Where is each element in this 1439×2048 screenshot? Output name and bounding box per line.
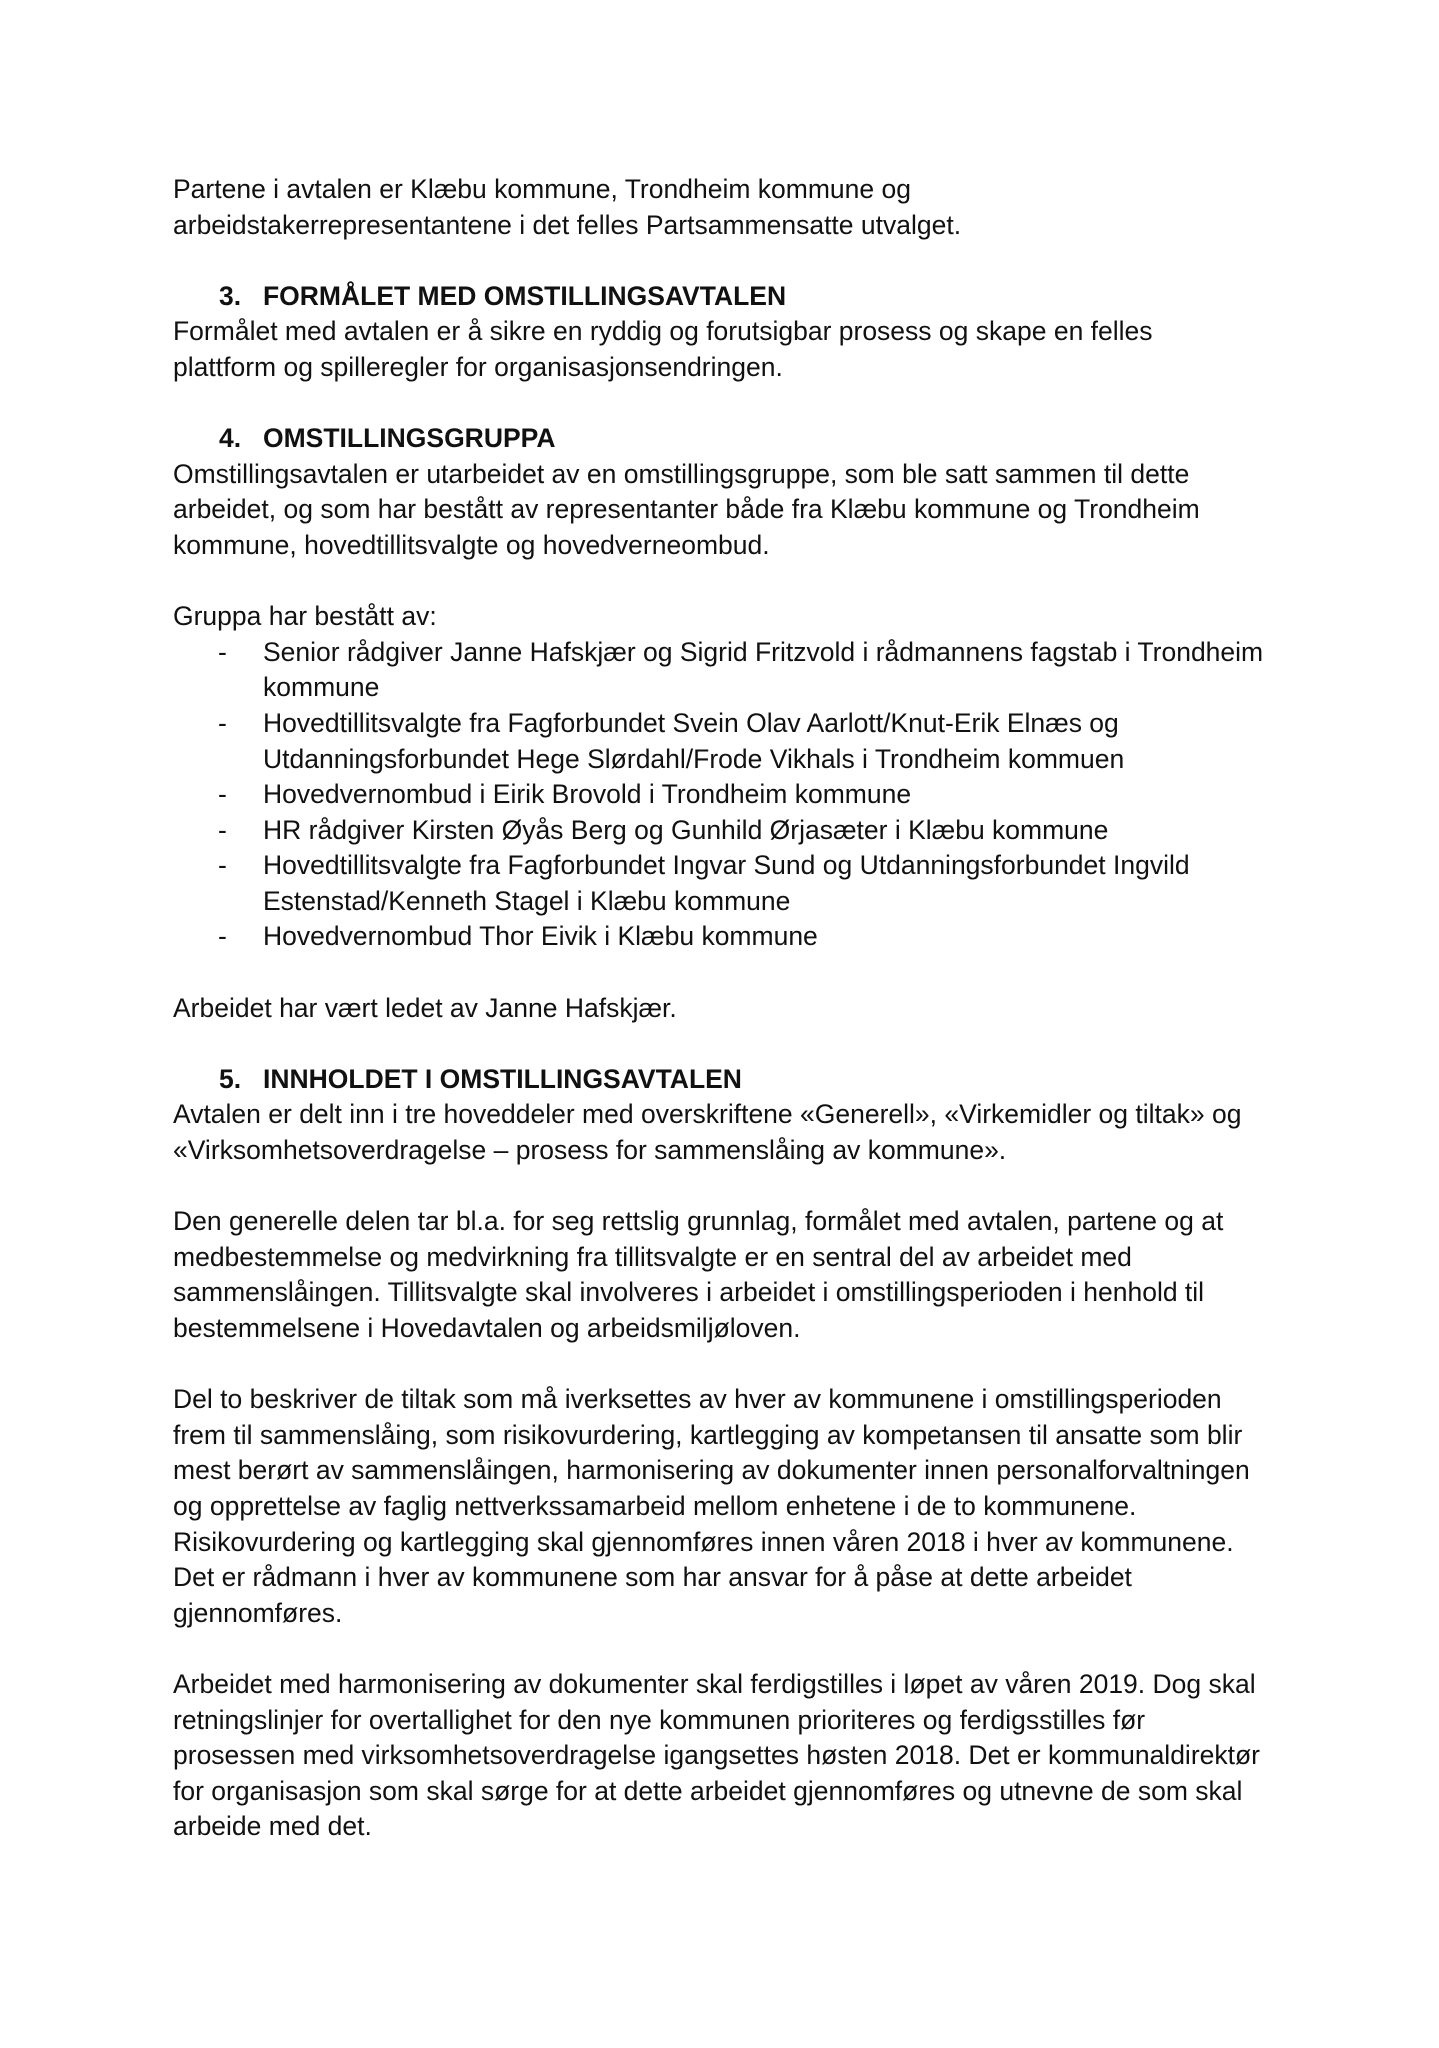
list-item-text: Hovedtillitsvalgte fra Fagforbundet Ingvar Sund og Utdanningsforbundet Ingvild Estenstad/Kenneth Stagel i Klæbu kommune [263,850,1190,916]
section-4-paragraph: Omstillingsavtalen er utarbeidet av en omstillingsgruppe, som ble satt sammen til dette arbeidet, og som har bestått av representanter både fra Klæbu kommune og Trondheim kommune, hovedtillitsvalgte og hovedverneombud. [173,458,1200,560]
section-5-paragraph: Den generelle delen tar bl.a. for seg rettslig grunnlag, formålet med avtalen, partene og at medbestemmelse og medvirkning fra tillitsvalgte er en sentral del av arbeidet med sammenslåingen. Tillitsvalgte skal involveres i arbeidet i omstillingsperioden i henhold til bestemmelsene i Hovedavtalen og arbeidsmiljøloven. [173,1206,1224,1343]
section-heading-4 [219,421,1293,457]
section-3-paragraph: Formålet med avtalen er å sikre en ryddig og forutsigbar prosess og skape en felles plattform og spilleregler for organisasjonsendringen. [173,316,1153,382]
group-leader-note: Arbeidet har vært ledet av Janne Hafskjær. [173,992,677,1023]
intro-paragraph: Partene i avtalen er Klæbu kommune, Trondheim kommune og arbeidstakerrepresentantene i det felles Partsammensatte utvalget. [173,174,962,240]
section-title: FORMÅLET MED OMSTILLINGSAVTALEN [263,280,787,311]
list-marker: - [218,921,227,952]
section-heading-5 [219,1062,1293,1098]
section-title: OMSTILLINGSGRUPPA [263,423,556,454]
section-5-paragraph: Del to beskriver de tiltak som må iverksettes av hver av kommunene i omstillingsperioden frem til sammenslåing, som risikovurdering, kartlegging av kompetansen til ansatte som blir mest berørt av sammenslåingen, harmonisering av dokumenter innen personalforvaltningen og opprettelse av faglig nettverkssamarbeid mellom enhetene i de to kommunene. Risikovurdering og kartlegging skal gjennomføres innen våren 2018 i hver av kommunene. Det er rådmann i hver av kommunene som har ansvar for å påse at dette arbeidet gjennomføres. [173,1384,1250,1628]
list-item-text: Hovedvernombud i Eirik Brovold i Trondheim kommune [263,779,912,810]
list-marker: - [218,636,227,667]
document-page [173,172,1293,1845]
list-item [173,777,1293,813]
spacer [173,1347,1293,1383]
list-item [173,706,1293,777]
list-item-text: Senior rådgiver Janne Hafskjær og Sigrid Fritzvold i rådmannens fagstab i Trondheim kommune [263,636,1264,703]
list-item [173,813,1293,849]
spacer [173,955,1293,991]
group-intro: Gruppa har bestått av: [173,601,437,632]
spacer [173,1169,1293,1205]
list-item [173,848,1293,919]
list-item-text: Hovedtillitsvalgte fra Fagforbundet Svein Olav Aarlott/Knut-Erik Elnæs og Utdanningsforbundet Hege Slørdahl/Frode Vikhals i Trondheim kommuen [263,707,1125,774]
list-item [173,635,1293,706]
spacer [173,564,1293,600]
section-heading-3 [219,279,1293,315]
list-item [173,919,1293,955]
list-marker: - [218,707,227,738]
list-item-text: HR rådgiver Kirsten Øyås Berg og Gunhild Ørjasæter i Klæbu kommune [263,814,1109,845]
list-item-text: Hovedvernombud Thor Eivik i Klæbu kommune [263,921,818,952]
section-5-paragraph: Avtalen er delt inn i tre hoveddeler med overskriftene «Generell», «Virkemidler og tiltak» og «Virksomhetsoverdragelse – prosess for sammenslåing av kommune». [173,1099,1242,1166]
spacer [173,1631,1293,1667]
section-5-paragraph: Arbeidet med harmonisering av dokumenter skal ferdigstilles i løpet av våren 2019. Dog skal retningslinjer for overtallighet for den nye kommunen prioriteres og ferdigsstilles før prosessen med virksomhetsoverdragelse igangsettes høsten 2018. Det er kommunaldirektør for organisasjon som skal sørge for at dette arbeidet gjennomføres og utnevne de som skal arbeide med det. [173,1668,1261,1842]
member-list [173,635,1293,955]
spacer [173,1026,1293,1062]
spacer [173,386,1293,422]
section-number: 4. [219,423,242,454]
section-number: 5. [219,1063,242,1094]
spacer [173,243,1293,279]
list-marker: - [218,779,227,810]
section-number: 3. [219,280,242,311]
list-marker: - [218,814,227,845]
section-title: INNHOLDET I OMSTILLINGSAVTALEN [263,1063,742,1094]
list-marker: - [218,850,227,881]
